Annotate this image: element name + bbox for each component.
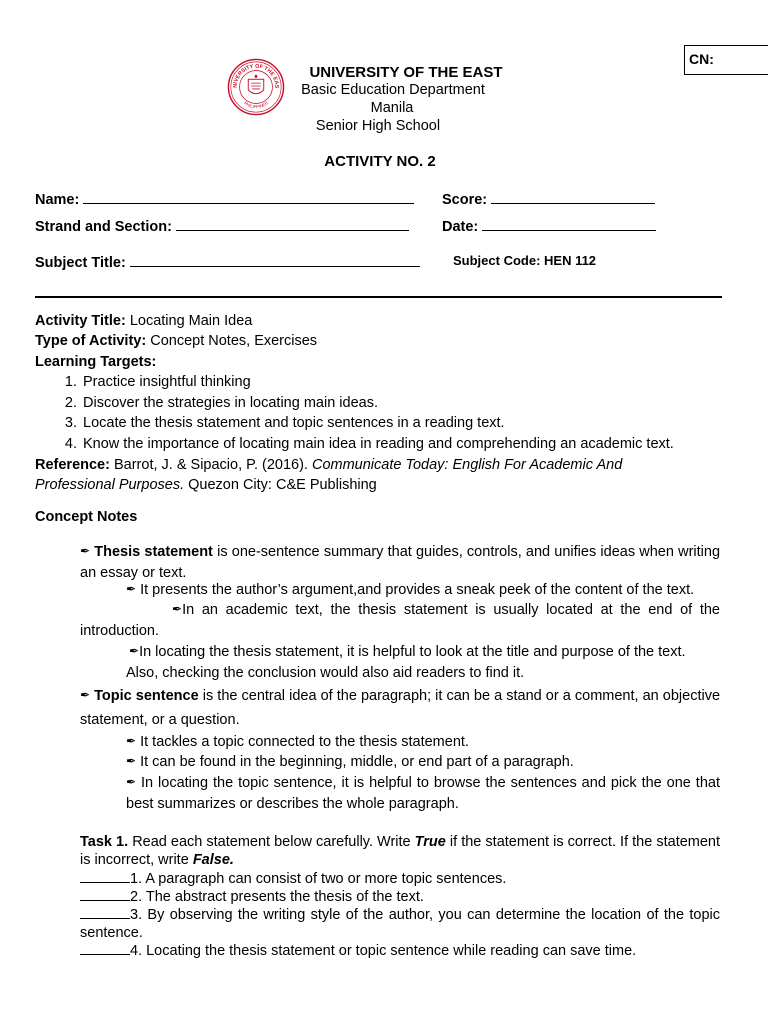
task1-item-1 <box>80 869 720 888</box>
task1-instruction-text: Read each statement below carefully. Write <box>132 834 411 850</box>
activity-title-label: Activity Title: <box>35 313 126 329</box>
thesis-point-2 <box>80 600 720 641</box>
thesis-point-text: In an academic text, the thesis statement is usually located at the end of the introduction. <box>80 602 720 639</box>
subject-title-label: Subject Title: <box>35 255 126 271</box>
list-item: 4. Know the importance of locating main idea in reading and comprehending an academic text. <box>81 434 674 455</box>
thesis-point-text: It presents the author’s argument,and provides a sneak peek of the content of the text. <box>140 582 695 598</box>
answer-blank[interactable] <box>80 941 130 955</box>
answer-blank[interactable] <box>80 869 130 883</box>
strand-section-field <box>35 216 409 235</box>
task1-item-3 <box>80 905 720 942</box>
thesis-extra: Also, checking the conclusion would also aid readers to find it. <box>126 665 525 681</box>
activity-type-value: Concept Notes, Exercises <box>150 333 318 349</box>
learning-targets-list <box>57 372 674 454</box>
score-label: Score: <box>442 192 488 208</box>
pen-icon: ✒ <box>129 644 140 658</box>
name-input-line[interactable] <box>83 189 414 204</box>
pen-icon: ✒ <box>126 582 137 596</box>
strand-section-input-line[interactable] <box>176 216 409 231</box>
task1-instruction-text: if the statement is correct. If the statement is incorrect, write <box>80 834 721 868</box>
city-name: Manila <box>370 100 414 116</box>
false-word: False. <box>192 852 234 868</box>
university-name: UNIVERSITY OF THE EAST <box>309 64 503 81</box>
score-input-line[interactable] <box>491 189 655 204</box>
task1-item-4 <box>80 941 720 960</box>
cn-label: CN: <box>689 51 714 67</box>
svg-text:PHILIPPINES: PHILIPPINES <box>243 100 269 110</box>
svg-text:UNIVERSITY OF THE EAST: NIVERSITY OF THE EAS <box>232 63 280 89</box>
list-item: 1. Practice insightful thinking <box>81 372 674 393</box>
topic-point-text: It can be found in the beginning, middle, or end part of a paragraph. <box>140 754 574 770</box>
reference-authors: Barrot, J. & Sipacio, P. (2016). <box>113 457 308 473</box>
thesis-point-3 <box>129 642 729 663</box>
true-word: True <box>414 834 446 850</box>
task1-item-text: 4. Locating the thesis statement or topic sentence while reading can save time. <box>130 943 637 959</box>
activity-title-value: Locating Main Idea <box>129 313 253 329</box>
pen-icon: ✒ <box>80 688 91 702</box>
thesis-point-1 <box>126 580 726 601</box>
subject-title-input-line[interactable] <box>130 252 420 267</box>
thesis-def: is one-sentence summary that guides, controls, and unifies ideas when writing an essay or text. <box>80 544 721 581</box>
reference-publisher: Quezon City: C&E Publishing <box>188 477 377 493</box>
pen-icon: ✒ <box>80 544 91 558</box>
reference-title: Communicate Today: English For Academic And Professional Purposes. <box>35 457 623 493</box>
activity-type-label: Type of Activity: <box>35 333 147 349</box>
task1-item-text: 3. By observing the writing style of the author, you can determine the location of the topic sentence. <box>80 907 720 941</box>
activity-type-line <box>35 331 725 351</box>
list-item: 2. Discover the strategies in locating main ideas. <box>81 393 674 414</box>
task1-instructions <box>80 833 720 869</box>
pen-icon: ✒ <box>172 602 183 616</box>
strand-section-label: Strand and Section: <box>35 219 172 235</box>
pen-icon: ✒ <box>126 754 137 768</box>
topic-point-text: It tackles a topic connected to the thesis statement. <box>140 734 469 750</box>
answer-blank[interactable] <box>80 887 130 901</box>
date-label: Date: <box>442 219 479 235</box>
cn-box <box>684 45 768 75</box>
activity-title-line <box>35 311 725 331</box>
name-field <box>35 189 414 208</box>
date-input-line[interactable] <box>482 216 656 231</box>
learning-targets-heading: Learning Targets: <box>35 354 157 370</box>
pen-icon: ✒ <box>126 775 137 789</box>
topic-point-1 <box>126 732 726 753</box>
date-field <box>442 216 656 235</box>
topic-point-2 <box>126 752 726 773</box>
concept-notes-heading: Concept Notes <box>35 509 138 525</box>
task1-item-2 <box>80 887 720 906</box>
activity-number: ACTIVITY NO. 2 <box>324 153 436 170</box>
name-label: Name: <box>35 192 80 208</box>
topic-point-3 <box>126 773 720 814</box>
answer-blank[interactable] <box>80 905 130 919</box>
pen-icon: ✒ <box>126 734 137 748</box>
topic-definition <box>80 684 720 732</box>
topic-point-text: In locating the topic sentence, it is helpful to browse the sentences and pick the one that best summarizes or describes the whole paragraph. <box>126 775 720 812</box>
header-divider <box>35 296 722 298</box>
reference <box>35 455 685 495</box>
reference-label: Reference: <box>35 457 110 473</box>
topic-term: Topic sentence <box>94 688 199 704</box>
thesis-definition <box>80 542 720 583</box>
task1-item-text: 2. The abstract presents the thesis of the text. <box>130 889 424 905</box>
task1-label: Task 1. <box>80 834 129 850</box>
task1-item-text: 1. A paragraph can consist of two or more topic sentences. <box>130 871 507 887</box>
list-item: 3. Locate the thesis statement and topic sentences in a reading text. <box>81 413 674 434</box>
thesis-term: Thesis statement <box>94 544 213 560</box>
subject-title-field <box>35 252 420 271</box>
school-level: Senior High School <box>315 118 441 134</box>
department-name: Basic Education Department <box>301 82 485 98</box>
score-field <box>442 189 655 208</box>
thesis-point-text: In locating the thesis statement, it is helpful to look at the title and purpose of the text. <box>139 644 686 660</box>
subject-code: Subject Code: HEN 112 <box>453 253 597 268</box>
topic-def: is the central idea of the paragraph; it can be a stand or a comment, an objective statement, or a question. <box>80 688 721 728</box>
